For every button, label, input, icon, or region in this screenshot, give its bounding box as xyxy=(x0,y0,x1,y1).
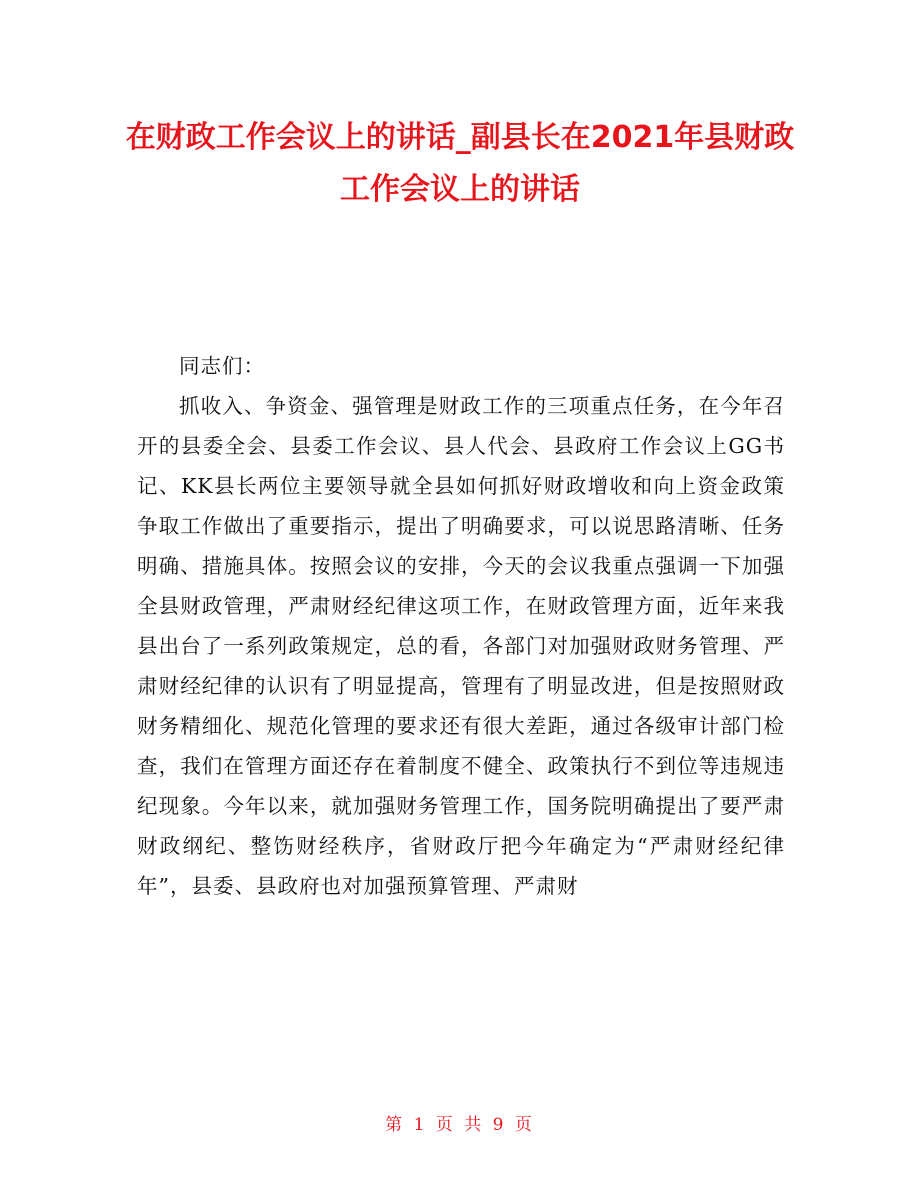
document-body xyxy=(137,346,785,906)
salutation: 同志们： xyxy=(179,354,265,378)
document-title: 在财政工作会议上的讲话_副县长在2021年县财政工作会议上的讲话 xyxy=(125,120,795,207)
page-number-footer: 第 1 页 共 9 页 xyxy=(385,1115,535,1135)
body-paragraph: 抓收入、争资金、强管理是财政工作的三项重点任务，在今年召开的县委全会、县委工作会议、县人代会、县政府工作会议上GG书记、KK县长两位主要领导就全县如何抓好财政增收和向上资金政策争取工作做出了重要指示，提出了明确要求，可以说思路清晰、任务明确、措施具体。按照会议的安排，今天的会议我重点强调一下加强全县财政管理，严肃财经纪律这项工作，在财政管理方面，近年来我县出台了一系列政策规定，总的看，各部门对加强财政财务管理、严肃财经纪律的认识有了明显提高，管理有了明显改进，但是按照财政财务精细化、规范化管理的要求还有很大差距，通过各级审计部门检查，我们在管理方面还存在着制度不健全、政策执行不到位等违规违纪现象。今年以来，就加强财务管理工作，国务院明确提出了要严肃财政纲纪、整饬财经秩序，省财政厅把今年确定为“严肃财经纪律年”，县委、县政府也对加强预算管理、严肃财 xyxy=(137,394,785,898)
